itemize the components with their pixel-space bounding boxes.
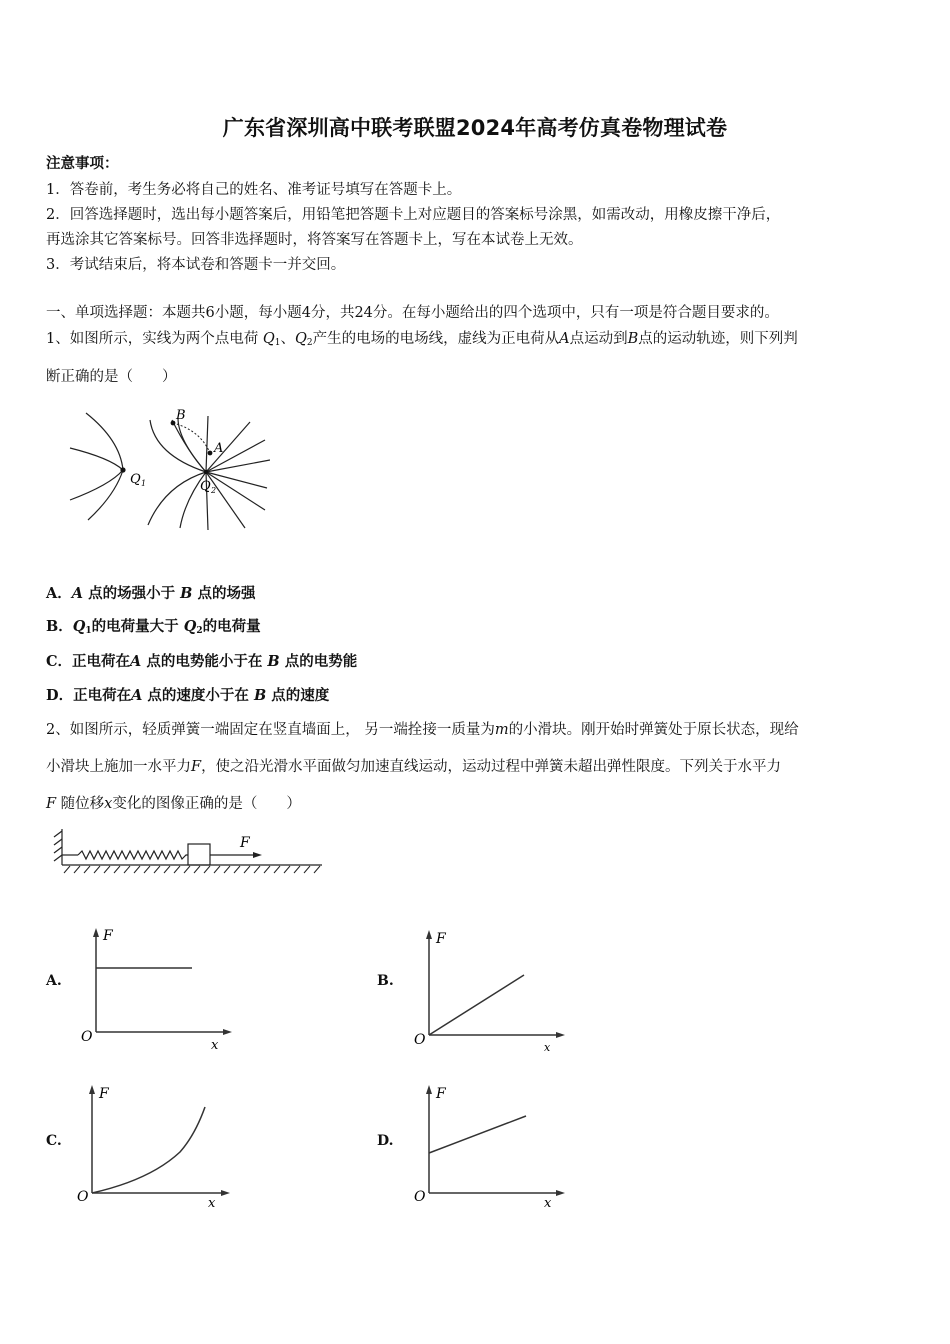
graph-d-option[interactable]: [410, 1080, 580, 1210]
option-letter: A．: [46, 585, 72, 602]
origin-label: O: [77, 1189, 89, 1205]
y-axis-label: F: [436, 931, 446, 947]
notice-heading: 注意事项：: [46, 155, 119, 172]
q2-stem-line3: [46, 792, 301, 813]
option-text: 点的速度: [266, 687, 330, 704]
y-axis-label: F: [103, 928, 113, 944]
q1-stem-line1: [46, 327, 798, 348]
notice-item-3: 3．考试结束后，将本试卷和答题卡一并交回。: [46, 257, 346, 273]
sub: 2: [196, 626, 203, 636]
x-axis-label: x: [544, 1196, 552, 1210]
var: Q: [183, 618, 197, 635]
var: B: [267, 653, 280, 670]
option-letter: C．: [46, 653, 73, 670]
graph-c-letter: C.: [46, 1133, 62, 1149]
option-text: 的电荷量: [202, 618, 261, 635]
q2-stem-line1: [46, 718, 799, 739]
notice-item-2: 2．回答选择题时，选出每小题答案后，用铅笔把答题卡上对应题目的答案标号涂黑，如需改动，用橡皮擦干净后，: [46, 207, 781, 223]
notice-item-2-cont: 再选涂其它答案标号。回答非选择题时，将答案写在答题卡上，写在本试卷上无效。: [46, 232, 583, 248]
q1-stem-line2: 断正确的是（ ）: [46, 369, 177, 385]
option-text: 正电荷在: [73, 687, 132, 704]
spring-block-figure: [50, 825, 330, 875]
var: A: [131, 687, 143, 704]
var: B: [180, 585, 193, 602]
q1-option-d[interactable]: [46, 684, 329, 705]
label-q2-sub: 2: [211, 486, 217, 495]
option-text: 点的场强小于: [83, 585, 181, 602]
option-letter: D．: [46, 687, 74, 704]
option-letter: B．: [46, 618, 73, 635]
point-a: A: [559, 331, 570, 347]
q1-charge: Q: [262, 331, 275, 347]
section-heading: 一、单项选择题：本题共6小题，每小题4分，共24分。在每小题给出的四个选项中，只有一项是符合题目要求的。: [46, 305, 779, 321]
option-text: 点的电势能小于在: [141, 653, 268, 670]
var-f: F: [46, 796, 57, 812]
label-q1-sub: 1: [141, 479, 147, 488]
var: A: [130, 653, 142, 670]
var: B: [253, 687, 267, 704]
graph-b-letter: B.: [377, 973, 394, 989]
label-q1: Q: [130, 472, 141, 487]
x-axis-label: x: [544, 1041, 551, 1054]
graph-a-letter: A.: [46, 973, 62, 989]
option-text: 点的速度小于在: [142, 687, 254, 704]
label-a: A: [214, 441, 224, 456]
q2-text: 2、如图所示，轻质弹簧一端固定在竖直墙面上， 另一端拴接一质量为: [46, 722, 495, 738]
option-text: 的电荷量大于: [91, 618, 184, 635]
q2-text: 变化的图像正确的是（ ）: [112, 796, 301, 812]
q2-text: ，使之沿光滑水平面做匀加速直线运动，运动过程中弹簧未超出弹性限度。下列关于水平力: [201, 759, 782, 775]
var: Q: [72, 618, 86, 635]
var: A: [71, 585, 84, 602]
electric-field-figure: [60, 400, 270, 530]
notice-item-1: 1．答卷前，考生务必将自己的姓名、准考证号填写在答题卡上。: [46, 182, 462, 198]
option-text: 正电荷在: [72, 653, 131, 670]
y-axis-label: F: [436, 1086, 446, 1102]
q1-text: 产生的电场的电场线，虚线为正电荷从: [312, 331, 560, 347]
y-axis-label: F: [99, 1086, 109, 1102]
label-q2: Q: [200, 479, 211, 494]
q2-sub: 2: [306, 338, 313, 348]
origin-label: O: [81, 1029, 93, 1045]
sub: 1: [85, 626, 92, 636]
origin-label: O: [414, 1032, 426, 1048]
q1-sub: 1: [274, 338, 281, 348]
x-axis-label: x: [208, 1196, 216, 1210]
force-label: F: [240, 835, 250, 851]
var-x: x: [104, 796, 113, 812]
q1-text: 1、如图所示，实线为两个点电荷: [46, 331, 263, 347]
q1-option-b[interactable]: [46, 615, 261, 636]
var-f: F: [191, 759, 202, 775]
graph-b-option[interactable]: [410, 925, 580, 1055]
q2-text: 小滑块上施加一水平力: [46, 759, 191, 775]
x-axis-label: x: [211, 1038, 219, 1053]
origin-label: O: [414, 1189, 426, 1205]
q1-sep: 、: [280, 331, 295, 347]
q1-option-c[interactable]: [46, 650, 357, 671]
q2-stem-line2: [46, 755, 781, 776]
q2-text: 的小滑块。刚开始时弹簧处于原长状态，现给: [508, 722, 799, 738]
q1-text: 点运动到: [569, 331, 628, 347]
graph-c-option[interactable]: [75, 1080, 245, 1210]
option-text: 点的电势能: [279, 653, 358, 670]
option-text: 点的场强: [192, 585, 256, 602]
page-title: 广东省深圳高中联考联盟2024年高考仿真卷物理试卷: [222, 116, 728, 140]
graph-a-option[interactable]: [75, 925, 245, 1055]
label-b: B: [176, 408, 186, 423]
graph-d-letter: D.: [377, 1133, 394, 1149]
var-m: m: [494, 722, 509, 738]
q1-option-a[interactable]: [46, 582, 255, 603]
q1-text: 点的运动轨迹，则下列判: [638, 331, 798, 347]
q2-charge: Q: [294, 331, 307, 347]
point-b: B: [627, 331, 639, 347]
q2-text: 随位移: [56, 796, 105, 812]
